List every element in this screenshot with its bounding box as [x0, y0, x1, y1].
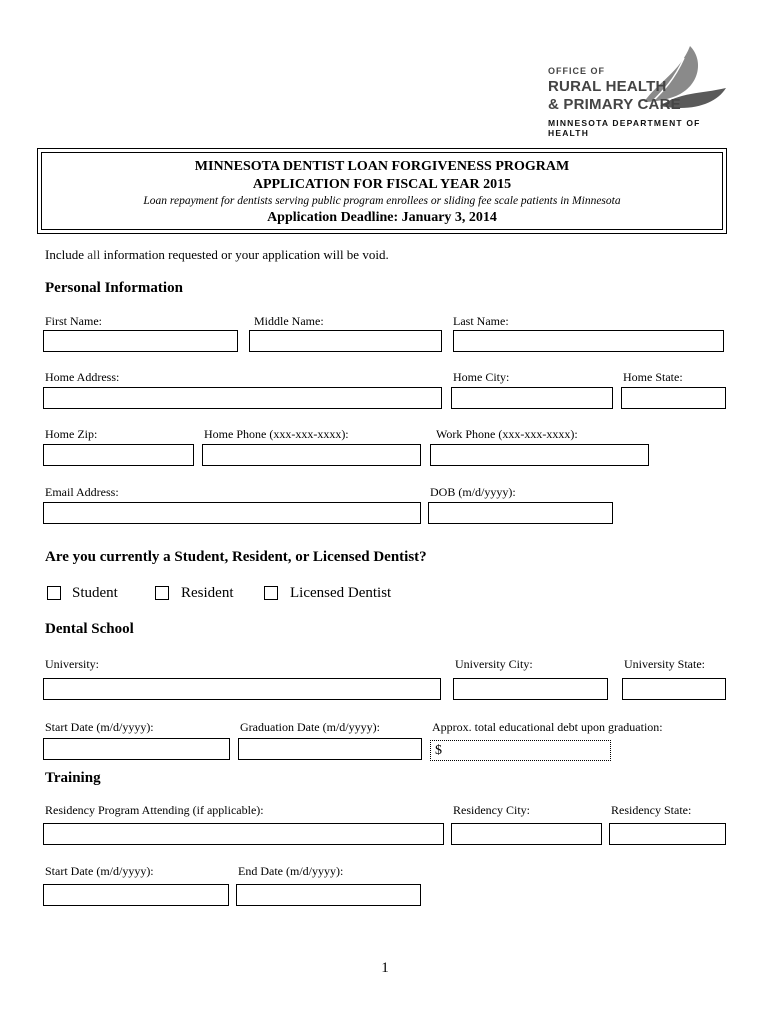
residency-state-label: Residency State:: [611, 803, 692, 817]
first-name-field[interactable]: [43, 330, 238, 352]
work-phone-label: Work Phone (xxx-xxx-xxxx):: [436, 427, 578, 441]
intro-text: [45, 247, 389, 263]
university-state-field[interactable]: [622, 678, 726, 700]
home-address-field[interactable]: [43, 387, 442, 409]
graduation-date-label: Graduation Date (m/d/yyyy):: [240, 720, 380, 734]
residency-city-field[interactable]: [451, 823, 602, 845]
intro-emphasis: all: [87, 247, 101, 262]
logo-line-office: OFFICE OF: [548, 66, 605, 76]
title-box: [37, 148, 727, 234]
university-city-field[interactable]: [453, 678, 608, 700]
university-city-label: University City:: [455, 657, 533, 671]
training-start-date-label: Start Date (m/d/yyyy):: [45, 864, 154, 878]
university-field[interactable]: [43, 678, 441, 700]
university-label: University:: [45, 657, 99, 671]
university-state-label: University State:: [624, 657, 705, 671]
email-field[interactable]: [43, 502, 421, 524]
home-state-field[interactable]: [621, 387, 726, 409]
logo-line-primary-care: & PRIMARY CARE: [548, 96, 681, 113]
logo-line-rural-health: RURAL HEALTH: [548, 78, 667, 95]
dob-field[interactable]: [428, 502, 613, 524]
personal-information-heading: Personal Information: [45, 280, 183, 296]
dob-label: DOB (m/d/yyyy):: [430, 485, 516, 499]
home-phone-label: Home Phone (xxx-xxx-xxxx):: [204, 427, 349, 441]
dental-start-date-field[interactable]: [43, 738, 230, 760]
title-box-inner: [41, 152, 723, 230]
first-name-label: First Name:: [45, 314, 102, 328]
home-address-label: Home Address:: [45, 370, 120, 384]
educational-debt-label: Approx. total educational debt upon graduation:: [432, 720, 663, 734]
licensed-dentist-checkbox[interactable]: [264, 586, 278, 600]
last-name-field[interactable]: [453, 330, 724, 352]
training-start-date-field[interactable]: [43, 884, 229, 906]
residency-program-label: Residency Program Attending (if applicable):: [45, 803, 264, 817]
home-zip-field[interactable]: [43, 444, 194, 466]
home-city-field[interactable]: [451, 387, 613, 409]
educational-debt-field[interactable]: [430, 740, 611, 761]
work-phone-field[interactable]: [430, 444, 649, 466]
dental-start-date-label: Start Date (m/d/yyyy):: [45, 720, 154, 734]
middle-name-field[interactable]: [249, 330, 442, 352]
residency-city-label: Residency City:: [453, 803, 530, 817]
home-city-label: Home City:: [453, 370, 510, 384]
training-end-date-label: End Date (m/d/yyyy):: [238, 864, 344, 878]
student-checkbox[interactable]: [47, 586, 61, 600]
application-deadline: Application Deadline: January 3, 2014: [267, 210, 497, 225]
logo-line-department: MINNESOTA DEPARTMENT OF HEALTH: [548, 118, 701, 138]
intro-before: Include: [45, 247, 88, 262]
residency-state-field[interactable]: [609, 823, 726, 845]
last-name-label: Last Name:: [453, 314, 509, 328]
residency-program-field[interactable]: [43, 823, 444, 845]
intro-after: information requested or your application will be void.: [100, 247, 389, 262]
dollar-sign: $: [435, 743, 442, 758]
home-zip-label: Home Zip:: [45, 427, 98, 441]
program-title: MINNESOTA DENTIST LOAN FORGIVENESS PROGRAM: [194, 159, 570, 174]
graduation-date-field[interactable]: [238, 738, 422, 760]
status-question: Are you currently a Student, Resident, or Licensed Dentist?: [45, 549, 427, 565]
ORHPC-logo: [548, 44, 728, 138]
application-title: APPLICATION FOR FISCAL YEAR 2015: [252, 177, 512, 192]
student-checkbox-label: Student: [72, 585, 118, 601]
home-state-label: Home State:: [623, 370, 683, 384]
resident-checkbox-label: Resident: [181, 585, 234, 601]
page-number: 1: [381, 960, 389, 976]
resident-checkbox[interactable]: [155, 586, 169, 600]
licensed-dentist-checkbox-label: Licensed Dentist: [290, 585, 392, 601]
program-subtitle: Loan repayment for dentists serving public program enrollees or sliding fee scale patients in Minnesota: [143, 195, 621, 207]
dental-school-heading: Dental School: [45, 621, 134, 637]
training-heading: Training: [45, 770, 101, 786]
training-end-date-field[interactable]: [236, 884, 421, 906]
middle-name-label: Middle Name:: [254, 314, 324, 328]
home-phone-field[interactable]: [202, 444, 421, 466]
email-label: Email Address:: [45, 485, 119, 499]
